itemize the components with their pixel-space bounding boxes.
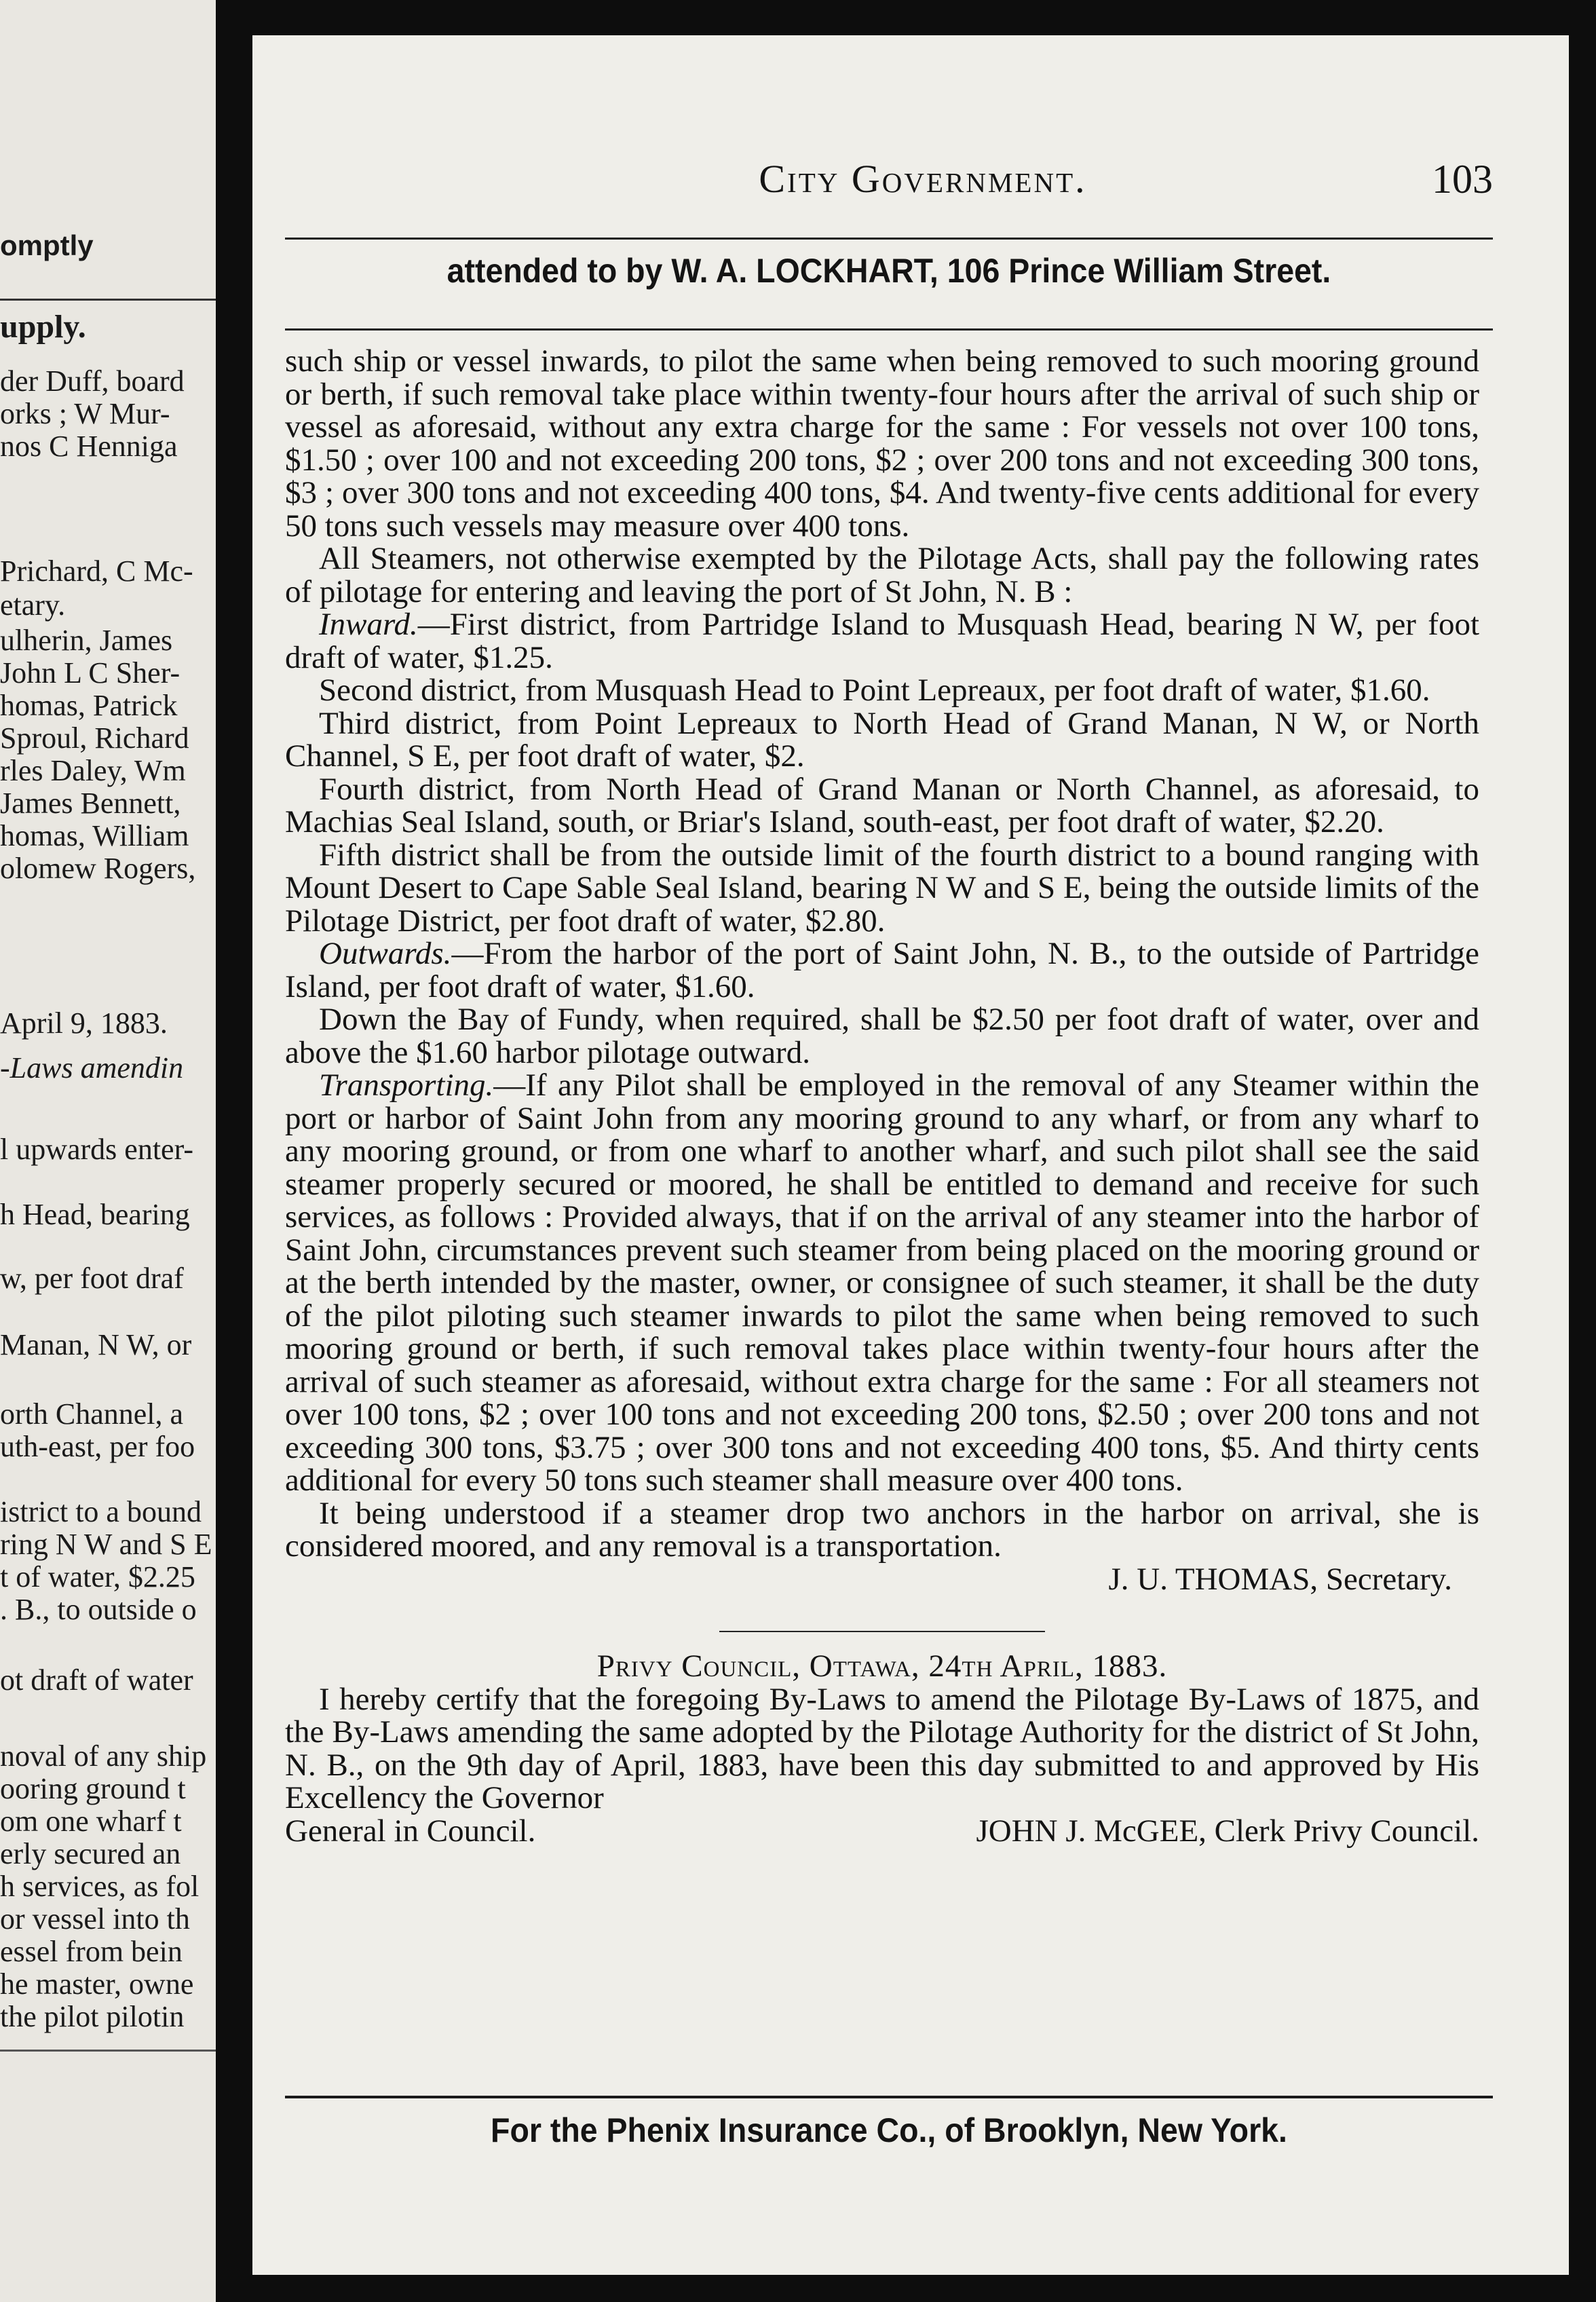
paragraph: such ship or vessel inwards, to pilot the same when being removed to such mooring ground or berth, if such removal take place within twenty-four hours after the arrival of such ship or vessel as aforesaid, without any extra charge for the same : For vessels not over 100 tons, $1.50 ; over 100 and not exceeding 200 tons, $2 ; over 200 tons and not exceeding 300 tons, $3 ; over 300 tons and not exceeding 400 tons, $4. And twenty-five cents additional for every 50 tons such vessels may measure over 400 tons. (285, 343, 1479, 544)
running-head (285, 156, 1493, 204)
adjacent-page-strip (0, 0, 216, 2302)
section-label: Transporting. (319, 1068, 494, 1103)
adjacent-page-fragment: the pilot pilotin (0, 2000, 185, 2033)
footer-rule (285, 2096, 1493, 2098)
paragraph (285, 608, 1479, 674)
signature: J. U. THOMAS, Secretary. (1108, 1561, 1452, 1597)
adjacent-page-fragment: . B., to outside o (0, 1593, 197, 1626)
adjacent-page-fragment: erly secured an (0, 1837, 181, 1870)
signoff-right: JOHN J. McGEE, Clerk Privy Council. (976, 1813, 1479, 1849)
adjacent-page-fragment: istrict to a bound (0, 1495, 202, 1528)
paragraph: All Steamers, not otherwise exempted by the Pilotage Acts, shall pay the following rates of pilotage for entering and leaving the port of St John, N. B : (285, 541, 1479, 609)
adjacent-page-fragment: -Laws amendin (0, 1051, 184, 1084)
adjacent-page-fragment: w, per foot draf (0, 1262, 184, 1295)
paragraph: Fourth district, from North Head of Grand Manan or North Channel, as aforesaid, to Machias Seal Island, south, or Briar's Island, south-east, per foot draft of water, $2.20. (285, 771, 1479, 839)
body-text (285, 345, 1479, 1847)
adjacent-page-fragment: April 9, 1883. (0, 1006, 168, 1040)
page-number: 103 (1432, 157, 1493, 202)
paragraph: Second district, from Musquash Head to Point Lepreaux, per foot draft of water, $1.60. (319, 673, 1430, 708)
paragraph (285, 937, 1479, 1003)
adjacent-page-fragment: h Head, bearing (0, 1198, 190, 1231)
adjacent-page-fragment: om one wharf t (0, 1805, 182, 1838)
adjacent-page-fragment: h services, as fol (0, 1870, 200, 1903)
section-divider (719, 1631, 1045, 1632)
section-label: Outwards. (319, 936, 452, 971)
adjacent-page-fragment: James Bennett, (0, 787, 181, 820)
paragraph (285, 1069, 1479, 1497)
certification-signoff (285, 1815, 1479, 1848)
adjacent-page-fragment: Prichard, C Mc- (0, 554, 193, 588)
adjacent-page-fragment: l upwards enter- (0, 1133, 194, 1166)
certification (285, 1683, 1479, 1848)
book-page (252, 35, 1569, 2275)
adjacent-page-fragment: homas, William (0, 819, 189, 852)
adjacent-page-fragment: essel from bein (0, 1935, 183, 1968)
adjacent-page-fragment: orks ; W Mur- (0, 397, 170, 430)
left-page-rule (0, 299, 216, 301)
paragraph: Down the Bay of Fundy, when required, shall be $2.50 per foot draft of water, over and above the $1.60 harbor pilotage outward. (285, 1002, 1479, 1070)
adjacent-page-fragment: or vessel into th (0, 1902, 190, 1936)
adjacent-page-fragment: ulherin, James (0, 624, 173, 657)
adjacent-page-fragment: nos C Henniga (0, 430, 178, 463)
adjacent-page-fragment: upply. (0, 309, 86, 345)
adjacent-page-fragment: t of water, $2.25 (0, 1560, 195, 1593)
adjacent-page-fragment: orth Channel, a (0, 1397, 184, 1431)
advertisement-rule (285, 328, 1493, 331)
paragraph-text: —First district, from Partridge Island to Musquash Head, bearing N W, per foot draft of water, $1.25. (285, 607, 1479, 675)
adjacent-page-fragment: olomew Rogers, (0, 852, 196, 885)
adjacent-page-fragment: ooring ground t (0, 1772, 186, 1805)
paragraph: Fifth district shall be from the outside limit of the fourth district to a bound ranging with Mount Desert to Cape Sable Seal Island, bearing N W and S E, being the outside limits of the Pilotage District, per foot draft of water, $2.80. (285, 837, 1479, 939)
adjacent-page-fragment: Sproul, Richard (0, 721, 189, 755)
signoff-left: General in Council. (285, 1813, 536, 1849)
adjacent-page-fragment: Manan, N W, or (0, 1328, 192, 1361)
header-rule (285, 238, 1493, 240)
adjacent-page-fragment: noval of any ship (0, 1739, 207, 1773)
adjacent-page-fragment: rles Daley, Wm (0, 754, 186, 787)
adjacent-page-fragment: etary. (0, 588, 66, 622)
paragraph: It being understood if a steamer drop two anchors in the harbor on arrival, she is considered moored, and any removal is a transportation. (285, 1495, 1479, 1564)
adjacent-page-fragment: uth-east, per foo (0, 1430, 195, 1463)
advertisement-top: attended to by W. A. LOCKHART, 106 Prince William Street. (446, 252, 1331, 290)
adjacent-page-fragment: ring N W and S E (0, 1528, 212, 1561)
advertisement-bottom: For the Phenix Insurance Co., of Brooklyn, New York. (491, 2111, 1287, 2149)
paragraph: Third district, from Point Lepreaux to North Head of Grand Manan, N W, or North Channel, S E, per foot draft of water, $2. (285, 705, 1479, 774)
adjacent-page-fragment: ot draft of water (0, 1663, 193, 1697)
adjacent-page-fragment: der Duff, board (0, 364, 185, 398)
adjacent-page-fragment: he master, owne (0, 1967, 194, 2001)
adjacent-page-fragment: homas, Patrick (0, 689, 178, 722)
certification-text: I hereby certify that the foregoing By-Laws to amend the Pilotage By-Laws of 1875, and the By-Laws amending the same adopted by the Pilotage Authority for the district of St John, N. B., on the 9th day of April, 1883, have been this day submitted to and approved by His Excellency the Governor (285, 1681, 1479, 1815)
adjacent-page-fragment: John L C Sher- (0, 656, 180, 690)
adjacent-page-fragment: omptly (0, 229, 94, 261)
paragraph-text: —From the harbor of the port of Saint John, N. B., to the outside of Partridge Island, per foot draft of water, $1.60. (285, 936, 1479, 1004)
section-label: Inward. (319, 607, 418, 642)
paragraph-text: —If any Pilot shall be employed in the removal of any Steamer within the port or harbor of Saint John from any mooring ground to any wharf, or from any wharf to any mooring ground, or from one wharf to another wharf, and such pilot shall see the said steamer properly secured or moored, he shall be entitled to demand and receive for such services, as follows : Provided always, that if on the arrival of any steamer into the harbor of Saint John, circumstances prevent such steamer from being placed on the mooring ground or at the berth intended by the master, owner, or consignee of such steamer, it shall be the duty of the pilot piloting such steamer inwards to pilot the same when being removed to such mooring ground or berth, if such removal takes place within twenty-four hours after the arrival of such steamer as aforesaid, without extra charge for the same : For all steamers not over 100 tons, $2 ; over 100 tons and not exceeding 200 tons, $2.50 ; over 200 tons and not exceeding 300 tons, $3.75 ; over 300 tons and not exceeding 400 tons, $5. And thirty cents additional for every 50 tons such steamer shall measure over 400 tons. (285, 1068, 1479, 1498)
left-page-rule-bottom (0, 2050, 216, 2052)
page-title: City Government. (759, 157, 1087, 201)
privy-council-heading: Privy Council, Ottawa, 24th April, 1883. (596, 1648, 1168, 1684)
